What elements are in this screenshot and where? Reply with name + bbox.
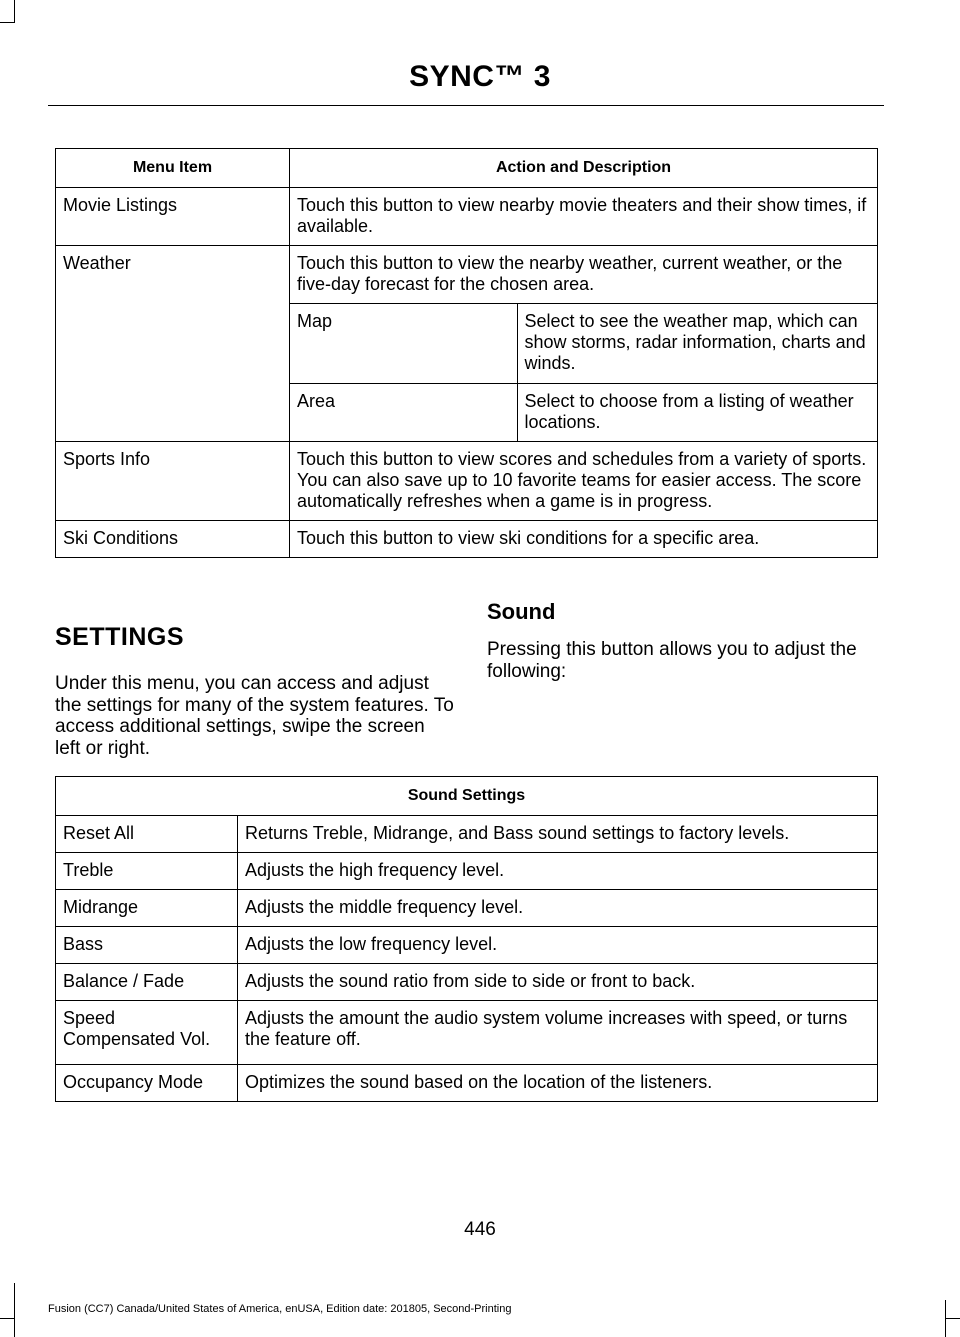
- setting-name-cell: Midrange: [56, 890, 238, 927]
- table-row: [56, 890, 878, 927]
- table-row: [56, 1065, 878, 1102]
- crop-mark: [14, 0, 15, 22]
- description-cell: Touch this button to view the nearby weather, current weather, or the five-day forecast for the chosen area.: [290, 246, 878, 304]
- settings-body: Under this menu, you can access and adjust the settings for many of the system features. To access additional settings, swipe the screen left or right.: [55, 673, 454, 759]
- table-row: [56, 1001, 878, 1065]
- column-header-action: Action and Description: [290, 149, 878, 188]
- setting-name-cell: Balance / Fade: [56, 964, 238, 1001]
- menu-item-cell: Movie Listings: [56, 188, 290, 246]
- subitem-cell: Area: [290, 383, 517, 441]
- sound-body: Pressing this button allows you to adjust the following:: [487, 639, 857, 682]
- page-title: SYNC™ 3: [409, 60, 551, 93]
- table-row: [56, 246, 878, 304]
- setting-name-cell: Speed Compensated Vol.: [56, 1001, 238, 1065]
- setting-name-cell: Treble: [56, 853, 238, 890]
- table-row: [56, 853, 878, 890]
- sound-settings-table: [55, 776, 878, 1102]
- table-row: [56, 520, 878, 557]
- menu-item-cell: Ski Conditions: [56, 520, 290, 557]
- setting-description-cell: Adjusts the high frequency level.: [238, 853, 878, 890]
- table-row: [56, 927, 878, 964]
- menu-item-cell: Weather: [56, 246, 290, 442]
- settings-section: [55, 623, 455, 759]
- table-header-row: [56, 149, 878, 188]
- setting-description-cell: Returns Treble, Midrange, and Bass sound settings to factory levels.: [238, 816, 878, 853]
- column-header-menu-item: Menu Item: [56, 149, 290, 188]
- table-title: Sound Settings: [56, 777, 878, 816]
- crop-mark: [945, 1318, 960, 1319]
- crop-mark: [945, 1300, 946, 1337]
- menu-item-cell: Sports Info: [56, 441, 290, 520]
- sound-section: [487, 599, 879, 682]
- description-cell: Touch this button to view scores and schedules from a variety of sports. You can also save up to 10 favorite teams for easier access. The score automatically refreshes when a game is in progress.: [290, 441, 878, 520]
- settings-heading: SETTINGS: [55, 623, 185, 651]
- header-rule: [48, 105, 884, 106]
- sound-heading: Sound: [487, 599, 556, 624]
- page-number: 446: [464, 1219, 496, 1240]
- setting-description-cell: Adjusts the amount the audio system volume increases with speed, or turns the feature off.: [238, 1001, 878, 1065]
- subtable-row: [290, 304, 877, 383]
- footer-text: Fusion (CC7) Canada/United States of America, enUSA, Edition date: 201805, Second-Printing: [48, 1303, 512, 1315]
- description-cell: Touch this button to view nearby movie theaters and their show times, if available.: [290, 188, 878, 246]
- subitem-description: Select to choose from a listing of weather locations.: [524, 390, 854, 432]
- setting-name-cell: Reset All: [56, 816, 238, 853]
- setting-name-cell: Occupancy Mode: [56, 1065, 238, 1102]
- setting-name-cell: Bass: [56, 927, 238, 964]
- crop-mark: [14, 1283, 15, 1337]
- weather-subtable: [290, 304, 877, 441]
- menu-items-table: [55, 148, 878, 558]
- description-cell: Touch this button to view ski conditions for a specific area.: [290, 520, 878, 557]
- table-row: [56, 816, 878, 853]
- setting-description-cell: Optimizes the sound based on the location of the listeners.: [238, 1065, 878, 1102]
- subtable-row: [290, 383, 877, 441]
- subitem-cell: Map: [290, 304, 517, 383]
- table-row: [56, 441, 878, 520]
- table-row: [56, 964, 878, 1001]
- table-row: [56, 188, 878, 246]
- subitem-description: Select to see the weather map, which can show storms, radar information, charts and winds.: [517, 304, 877, 383]
- crop-mark: [0, 1318, 15, 1319]
- setting-description-cell: Adjusts the sound ratio from side to side or front to back.: [238, 964, 878, 1001]
- weather-subtable-cell: [290, 304, 878, 442]
- setting-description-cell: Adjusts the middle frequency level.: [238, 890, 878, 927]
- crop-mark: [0, 22, 15, 23]
- table-header-row: [56, 777, 878, 816]
- setting-description-cell: Adjusts the low frequency level.: [238, 927, 878, 964]
